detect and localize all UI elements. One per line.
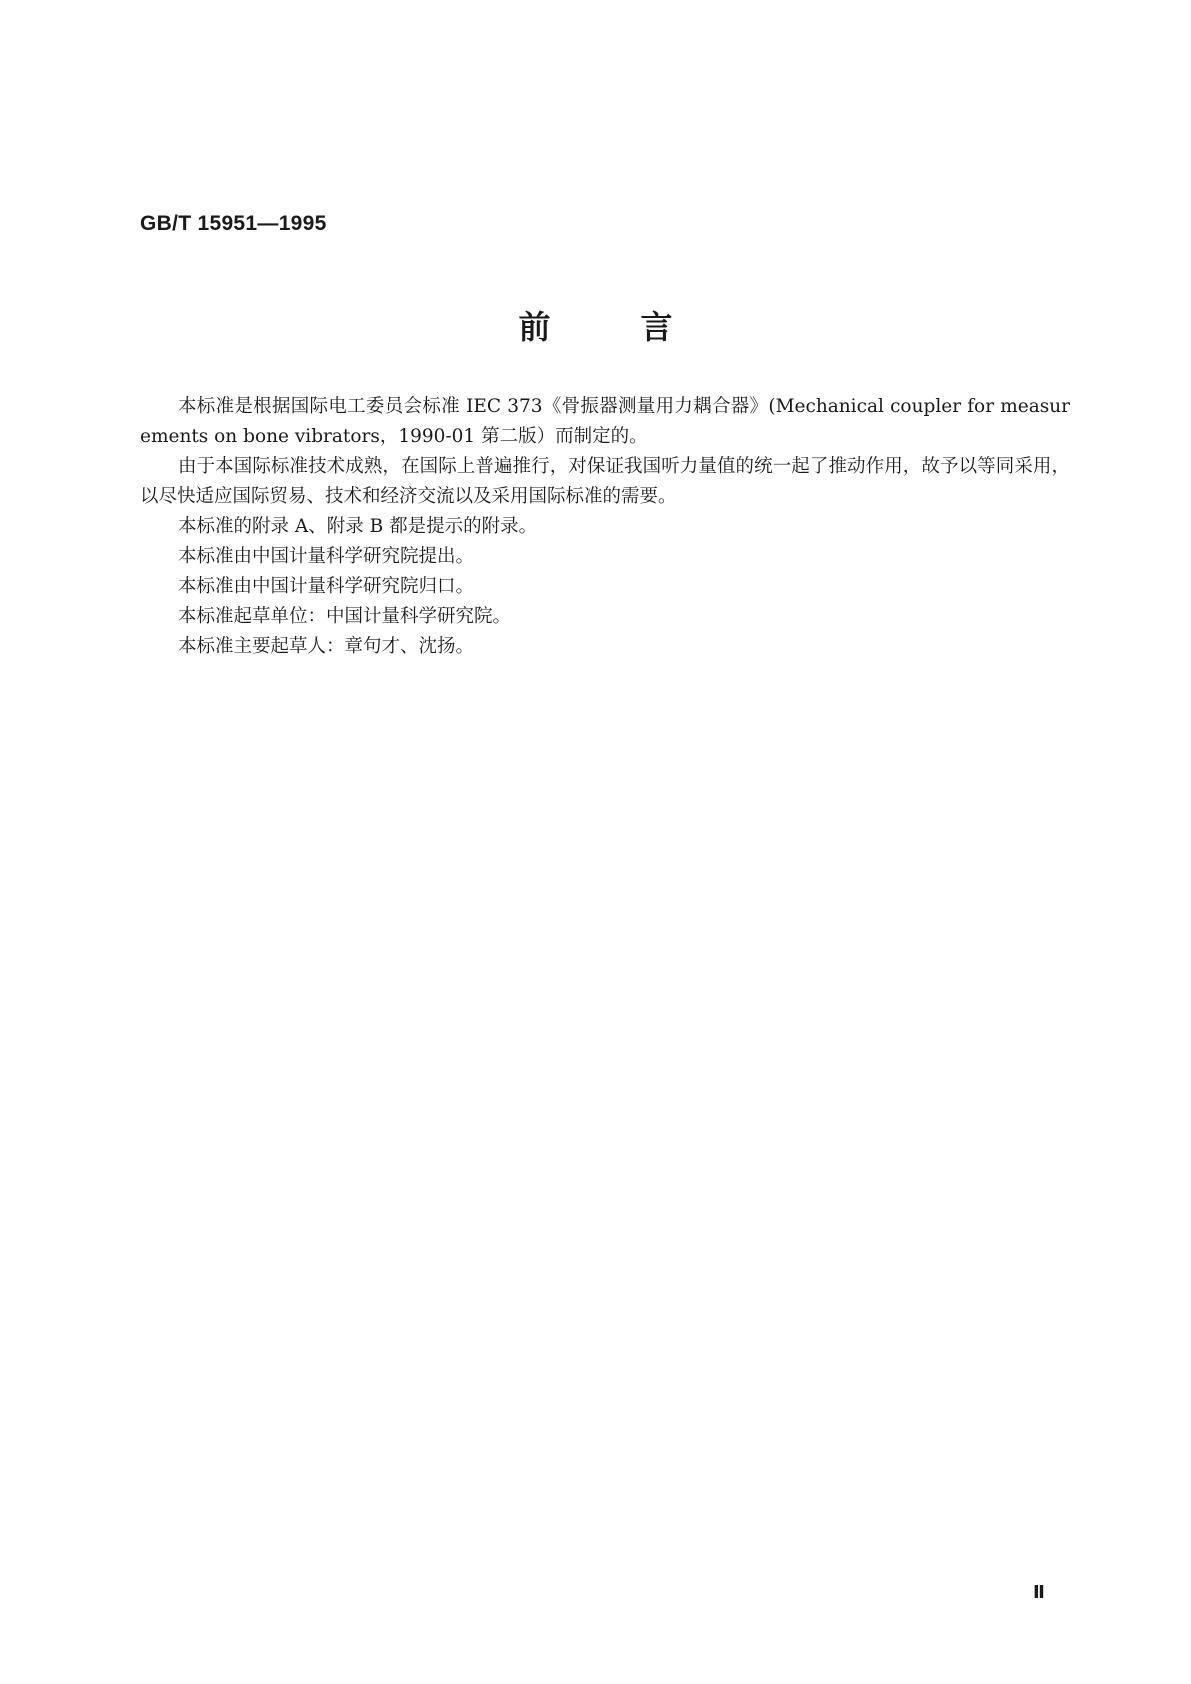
paragraph-adoption: 由于本国际标准技术成熟，在国际上普遍推行，对保证我国听力量值的统一起了推动作用，故予以等同采用，以尽快适应国际贸易、技术和经济交流以及采用国际标准的需要。 bbox=[140, 456, 1070, 507]
paragraph-drafting-unit: 本标准起草单位：中国计量科学研究院。 bbox=[178, 606, 512, 627]
title-char-1: 前 bbox=[518, 308, 551, 346]
paragraph-annexes: 本标准的附录 A、附录 B 都是提示的附录。 bbox=[178, 516, 538, 537]
paragraph-responsible: 本标准由中国计量科学研究院归口。 bbox=[178, 576, 475, 597]
paragraph-basis: 本标准是根据国际电工委员会标准 IEC 373《骨振器测量用力耦合器》(Mechanical coupler for measurements on bone vibrators，1990-01 第二版）而制定的。 bbox=[140, 396, 1070, 447]
preface-body bbox=[140, 392, 1070, 662]
page-number: Ⅱ bbox=[1033, 1582, 1045, 1603]
standard-code: GB/T 15951—1995 bbox=[140, 212, 327, 235]
paragraph-proposer: 本标准由中国计量科学研究院提出。 bbox=[178, 546, 475, 567]
page-title bbox=[0, 302, 1191, 348]
title-char-2: 言 bbox=[640, 308, 673, 346]
paragraph-drafters: 本标准主要起草人：章句才、沈扬。 bbox=[178, 636, 475, 657]
